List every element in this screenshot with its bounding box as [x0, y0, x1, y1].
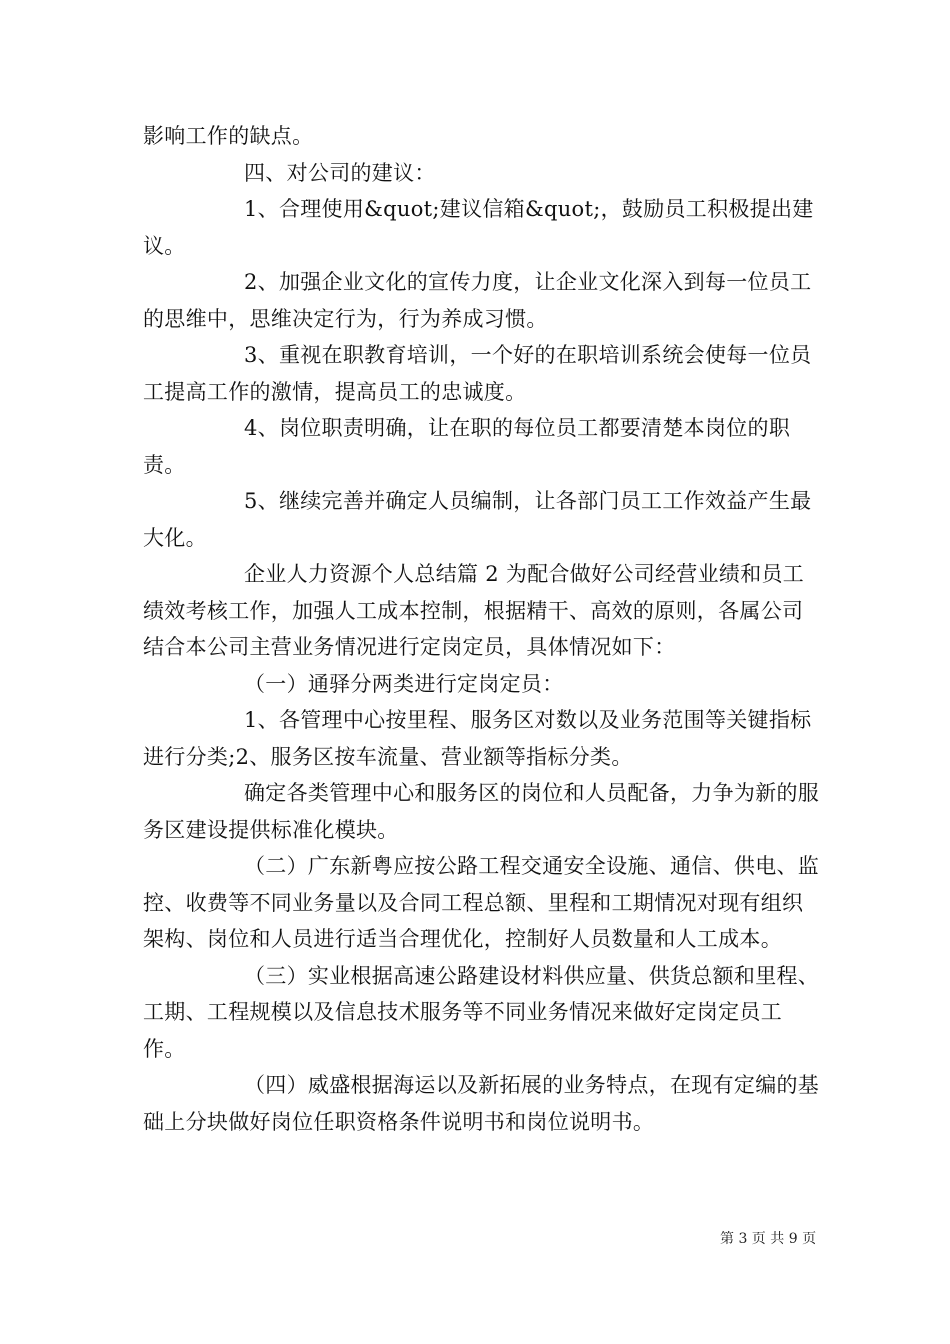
paragraph-suggestion-3: 3、重视在职教育培训，一个好的在职培训系统会使每一位员工提高工作的激情，提高员工的忠诚度。 [143, 343, 812, 404]
document-body [143, 118, 823, 1140]
paragraph-item-four: （四）威盛根据海运以及新拓展的业务特点，在现有定编的基础上分块做好岗位任职资格条件说明书和岗位说明书。 [143, 1073, 820, 1134]
paragraph-summary-intro: 企业人力资源个人总结篇 2 为配合做好公司经营业绩和员工绩效考核工作，加强人工成本控制，根据精干、高效的原则，各属公司结合本公司主营业务情况进行定岗定员，具体情况如下： [143, 562, 805, 659]
paragraph-suggestion-1: 1、合理使用&quot;建议信箱&quot;，鼓励员工积极提出建议。 [143, 197, 814, 258]
paragraph-suggestion-5: 5、继续完善并确定人员编制，让各部门员工工作效益产生最大化。 [143, 489, 812, 550]
paragraph-suggestion-4: 4、岗位职责明确，让在职的每位员工都要清楚本岗位的职责。 [143, 416, 791, 477]
paragraph-item-two: （二）广东新粤应按公路工程交通安全设施、通信、供电、监控、收费等不同业务量以及合同工程总额、里程和工期情况对现有组织架构、岗位和人员进行适当合理优化，控制好人员数量和人工成本。 [143, 854, 820, 951]
paragraph-item-three: （三）实业根据高速公路建设材料供应量、供货总额和里程、工期、工程规模以及信息技术服务等不同业务情况来做好定岗定员工作。 [143, 963, 820, 1061]
paragraph-item-one-conclusion: 确定各类管理中心和服务区的岗位和人员配备，力争为新的服务区建设提供标准化模块。 [143, 781, 820, 842]
section-heading-suggestions: 四、对公司的建议： [244, 160, 436, 185]
paragraph-item-one-heading: （一）通驿分两类进行定岗定员： [244, 671, 564, 696]
paragraph-continuation: 影响工作的缺点。 [143, 124, 314, 148]
paragraph-suggestion-2: 2、加强企业文化的宣传力度，让企业文化深入到每一位员工的思维中，思维决定行为，行为养成习惯。 [143, 270, 812, 331]
paragraph-item-one-detail: 1、各管理中心按里程、服务区对数以及业务范围等关键指标进行分类;2、服务区按车流量、营业额等指标分类。 [143, 708, 812, 769]
page-number-footer: 第 3 页 共 9 页 [720, 1231, 817, 1247]
